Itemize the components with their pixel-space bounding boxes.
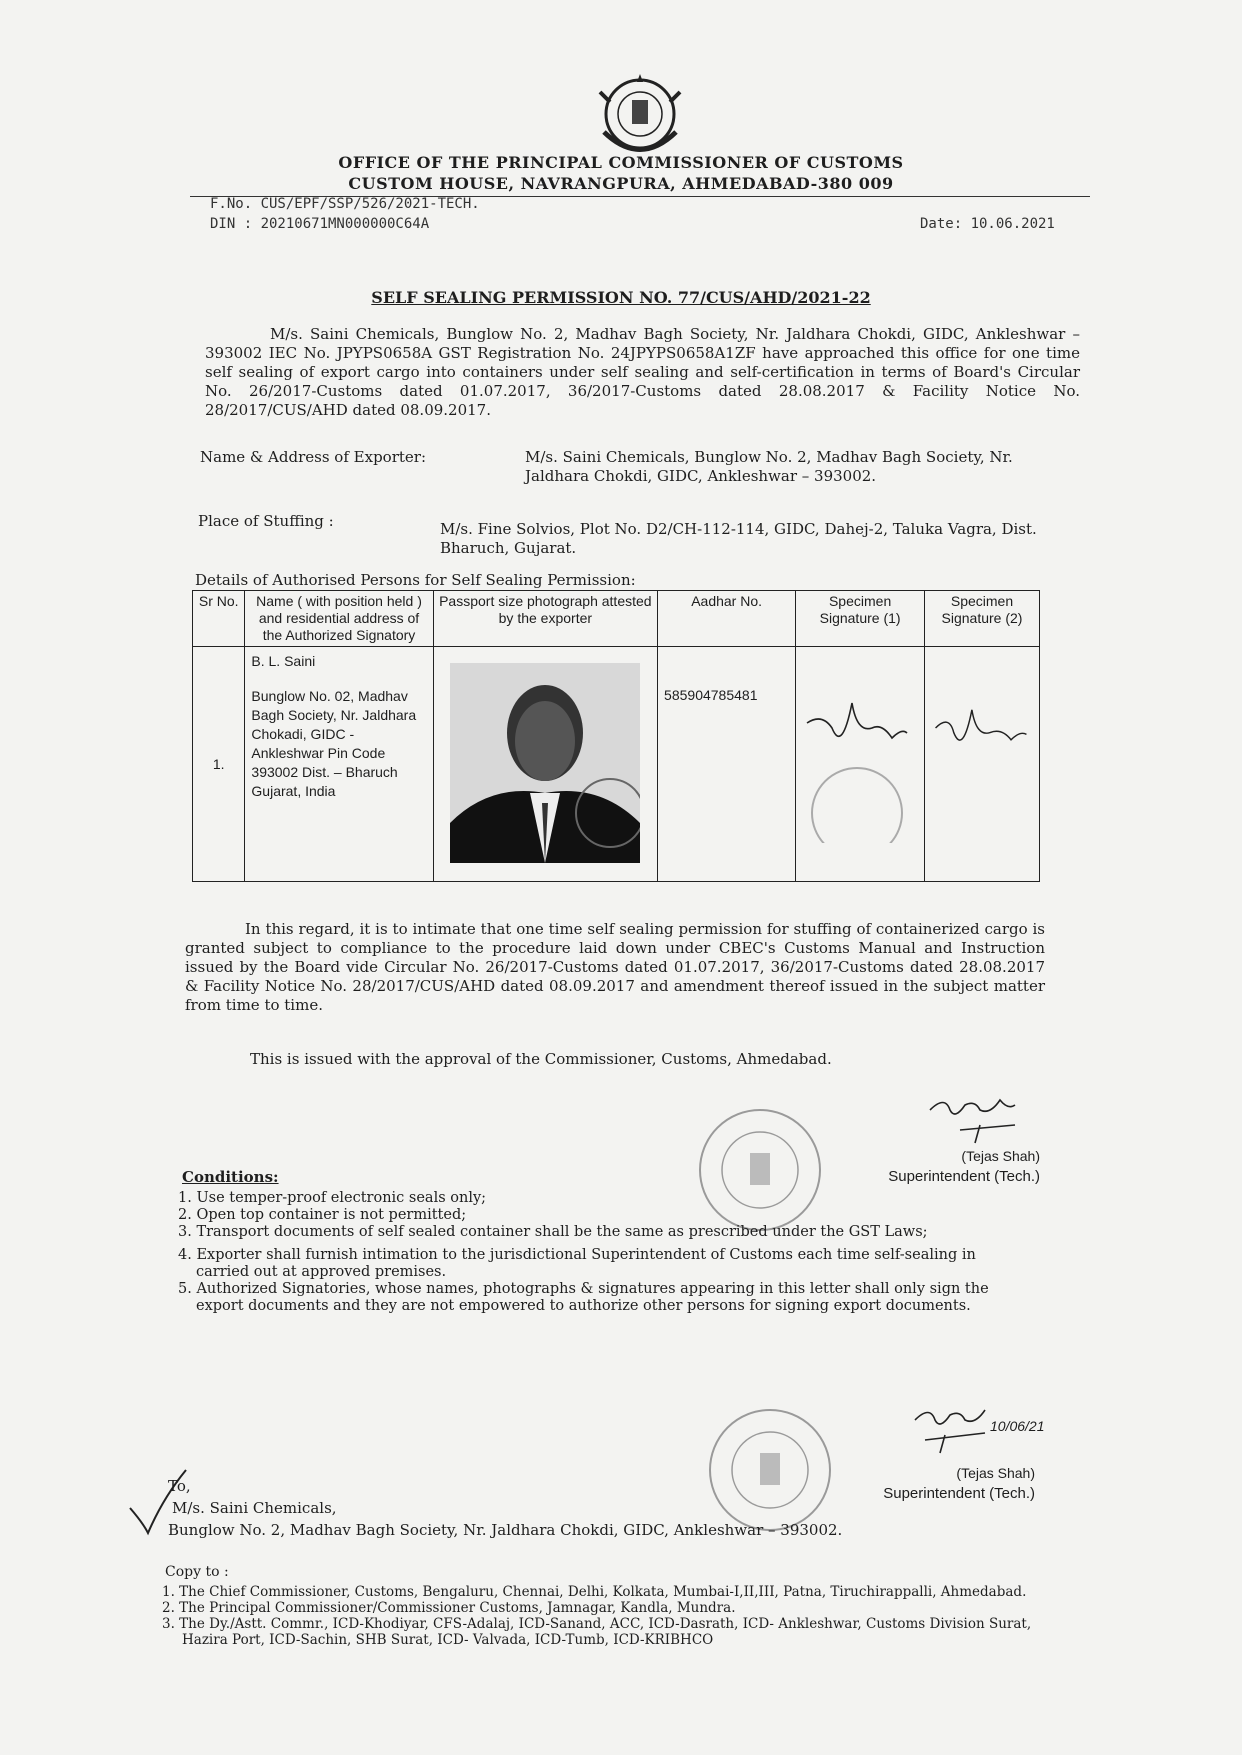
header-name: Name ( with position held ) and residential address of the Authorized Signatory [245,591,433,647]
to-label: To, [168,1477,191,1495]
row-name-cell [245,647,433,882]
letter-date: Date: 10.06.2021 [920,216,1055,232]
header-sr: Sr No. [193,591,245,647]
signatory-name-1: (Tejas Shah) [961,1148,1040,1164]
condition-item-3: 3. Transport documents of self sealed container shall be the same as prescribed under the GST Laws; [178,1224,928,1240]
specimen-signature-1-icon [802,693,912,763]
exporter-label: Name & Address of Exporter: [200,448,426,466]
copy-to-item-3: 3. The Dy./Astt. Commr., ICD-Khodiyar, CFS-Adalaj, ICD-Sanand, ACC, ICD-Dasrath, ICD- Ankleshwar, Customs Division Surat, Hazira Port, ICD-Sachin, SHB Surat, ICD- Valvada, ICD-Tumb, ICD-KRIBHCO [162,1616,1032,1648]
permission-title: SELF SEALING PERMISSION NO. 77/CUS/AHD/2021-22 [371,288,871,307]
specimen-signature-2-icon [931,693,1031,763]
stuffing-label: Place of Stuffing : [198,512,334,530]
authorised-persons-table [192,590,1040,882]
condition-item-4: 4. Exporter shall furnish intimation to the jurisdictional Superintendent of Customs each time self-sealing in carried out at approved premises. [178,1247,976,1280]
condition-item-1: 1. Use temper-proof electronic seals only; [178,1190,487,1206]
file-number: F.No. CUS/EPF/SSP/526/2021-TECH. [210,196,480,212]
signatory-designation-1: Superintendent (Tech.) [888,1168,1040,1185]
office-title-line1: OFFICE OF THE PRINCIPAL COMMISSIONER OF CUSTOMS [338,153,904,172]
addressee-name: M/s. Saini Chemicals, [172,1499,337,1517]
header-photo: Passport size photograph attested by the exporter [433,591,657,647]
table-row [193,647,1040,882]
intro-paragraph: M/s. Saini Chemicals, Bunglow No. 2, Madhav Bagh Society, Nr. Jaldhara Chokdi, GIDC, Ankleshwar – 393002 IEC No. JPYPS0658A GST Registration No. 24JPYPS0658A1ZF have approached this office for one time self sealing of export cargo into containers under self sealing and self-certification in terms of Board's Circular No. 26/2017-Customs dated 01.07.2017, 36/2017-Customs dated 28.08.2017 & Facility Notice No. 28/2017/CUS/AHD dated 08.09.2017. [205,325,1080,419]
signatory-designation-2: Superintendent (Tech.) [883,1485,1035,1502]
customs-emblem-icon [590,72,690,162]
approval-statement: This is issued with the approval of the Commissioner, Customs, Ahmedabad. [250,1050,832,1068]
table-header-row [193,591,1040,647]
passport-photo-icon [450,663,640,863]
conditions-list [178,1190,998,1315]
officer-signature-1-icon [920,1085,1030,1145]
office-title-line2: CUSTOM HOUSE, NAVRANGPURA, AHMEDABAD-380 009 [348,174,894,193]
signature-date: 10/06/21 [990,1418,1045,1434]
copy-to-label: Copy to : [165,1564,229,1580]
row-sig1-cell [796,647,925,882]
conditions-heading: Conditions: [182,1168,279,1186]
table-caption: Details of Authorised Persons for Self Sealing Permission: [195,571,636,589]
regard-paragraph: In this regard, it is to intimate that one time self sealing permission for stuffing of containerized cargo is granted subject to compliance to the procedure laid down under CBEC's Customs Manual and Instruction issued by the Board vide Circular No. 26/2017-Customs dated 01.07.2017, 36/2017-Customs dated 28.08.2017 & Facility Notice No. 28/2017/CUS/AHD dated 08.09.2017 and amendment thereof issued in the subject matter from time to time. [185,920,1045,1014]
header-aadhar: Aadhar No. [658,591,796,647]
signatory-address: Bunglow No. 02, Madhav Bagh Society, Nr. Jaldhara Chokadi, GIDC - Ankleshwar Pin Code 393002 Dist. – Bharuch Gujarat, India [251,688,417,799]
addressee-address: Bunglow No. 2, Madhav Bagh Society, Nr. Jaldhara Chokdi, GIDC, Ankleshwar – 393002. [168,1521,843,1539]
exporter-value: M/s. Saini Chemicals, Bunglow No. 2, Madhav Bagh Society, Nr. Jaldhara Chokdi, GIDC, Ankleshwar – 393002. [525,448,1013,485]
row-sr: 1. [193,647,245,882]
header-sig1: Specimen Signature (1) [796,591,925,647]
customs-stamp-icon [802,763,912,843]
copy-to-list [162,1584,1032,1648]
condition-item-5: 5. Authorized Signatories, whose names, photographs & signatures appearing in this letter shall only sign the export documents and they are not empowered to authorize other persons for signing export documents. [178,1281,989,1314]
signatory-name: B. L. Saini [251,653,316,669]
stuffing-value: M/s. Fine Solvios, Plot No. D2/CH-112-114, GIDC, Dahej-2, Taluka Vagra, Dist. Bharuch, Gujarat. [440,520,1037,557]
seal-stamp-icon-2 [705,1405,835,1535]
copy-to-item-1: 1. The Chief Commissioner, Customs, Bengaluru, Chennai, Delhi, Kolkata, Mumbai-I,II,III, Patna, Tiruchirappalli, Ahmedabad. [162,1584,1027,1600]
row-photo-cell [433,647,657,882]
signatory-name-2: (Tejas Shah) [956,1465,1035,1481]
row-aadhar: 585904785481 [658,647,796,882]
din-number: DIN : 20210671MN000000C64A [210,216,430,232]
condition-item-2: 2. Open top container is not permitted; [178,1207,467,1223]
header-sig2: Specimen Signature (2) [925,591,1040,647]
copy-to-item-2: 2. The Principal Commissioner/Commissioner Customs, Jamnagar, Kandla, Mundra. [162,1600,736,1616]
row-sig2-cell [925,647,1040,882]
